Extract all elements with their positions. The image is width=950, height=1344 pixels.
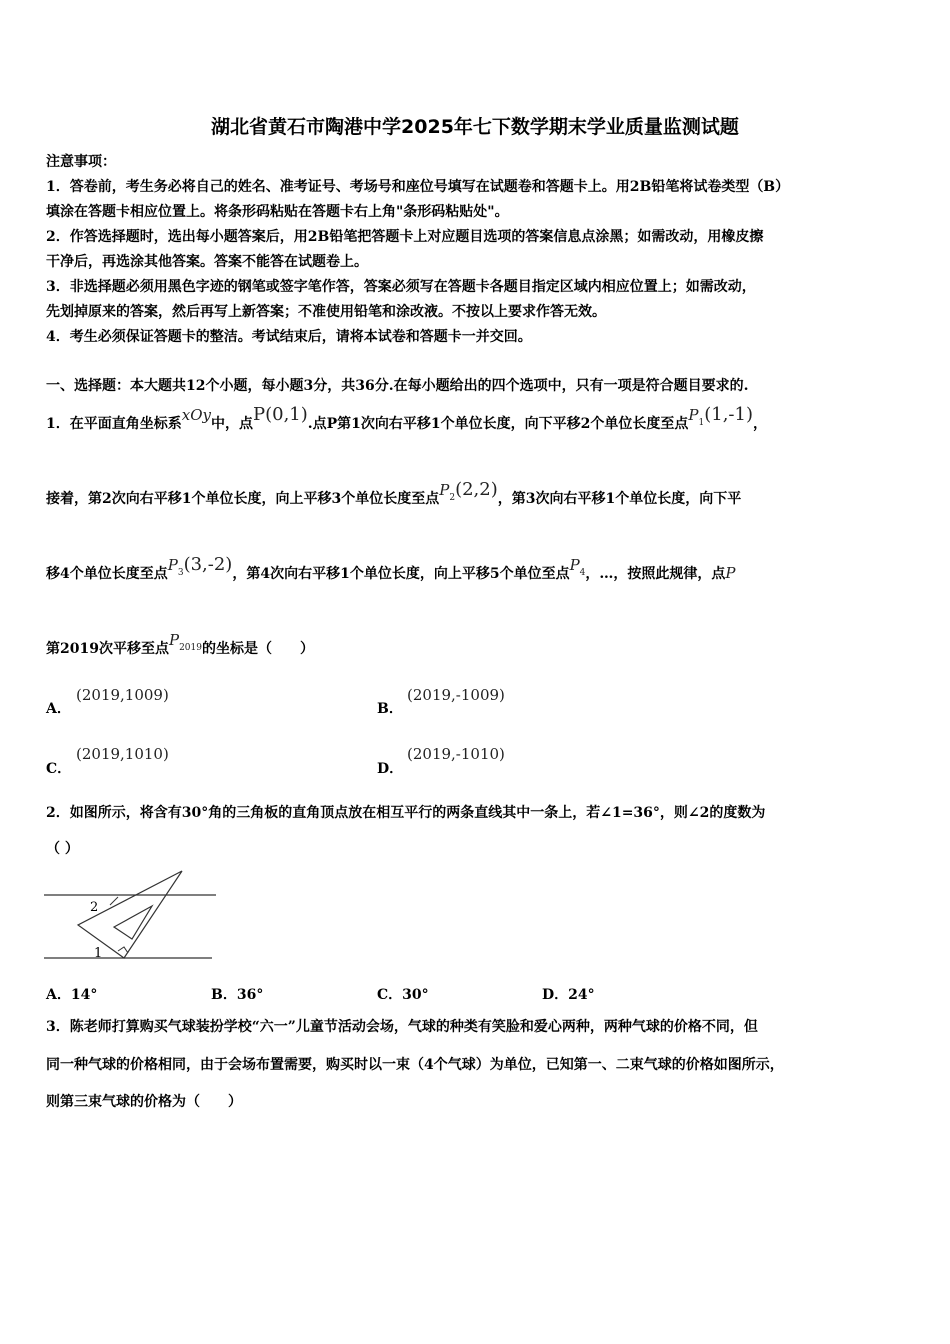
q2-option-a[interactable]: A．14° [46, 987, 98, 1003]
subscript: 1 [698, 418, 705, 428]
q3-line-1: 3．陈老师打算购买气球装扮学校“六一”儿童节活动会场，气球的种类有笑脸和爱心两种，两种气球的价格不同，但 [46, 1019, 758, 1035]
section-heading: 一、选择题：本大题共12个小题，每小题3分，共36分.在每小题给出的四个选项中，只有一项是符合题目要求的. [46, 378, 749, 394]
text: 接着，第2次向右平移1个单位长度，向上平移3个单位长度至点 [46, 491, 440, 507]
text: ，第4次向右平移1个单位长度，向上平移5个单位至点 [232, 566, 570, 582]
text: ，第3次向右平移1个单位长度，向下平 [497, 491, 742, 507]
angle-1-label: 1 [94, 946, 103, 961]
math-point-p: P(0,1) [252, 404, 308, 425]
q1-option-a-label[interactable]: A． [46, 701, 71, 717]
math-point: P [725, 564, 736, 582]
q1-line-3 [46, 554, 736, 585]
math-point-p2019 [168, 631, 202, 653]
var: P [167, 556, 178, 574]
text: 中，点 [210, 416, 253, 432]
text: ，…，按照此规律，点 [585, 566, 726, 582]
q2-option-b[interactable]: B．36° [211, 987, 264, 1003]
q3-line-3: 则第三束气球的价格为（ ） [46, 1094, 242, 1110]
coord: (3,-2) [183, 554, 233, 575]
q1-option-d-label[interactable]: D． [377, 761, 404, 777]
q3-line-2: 同一种气球的价格相同，由于会场布置需要，购买时以一束（4个气球）为单位，已知第一、二束气球的价格如图所示， [46, 1057, 784, 1073]
math-point-p1 [688, 404, 753, 428]
coord: (2,2) [455, 479, 498, 500]
q1-option-b-label[interactable]: B． [377, 701, 403, 717]
notice-line: 2．作答选择题时，选出每小题答案后，用2B铅笔把答题卡上对应题目选项的答案信息点涂黑；如需改动，用橡皮擦 [46, 229, 764, 245]
var: P [439, 481, 450, 499]
inner-triangle [114, 906, 152, 939]
coord: (1,-1) [704, 404, 753, 425]
q1-option-a-value[interactable]: (2019,1009) [76, 686, 169, 704]
q1-option-b-value[interactable]: (2019,-1009) [407, 686, 505, 704]
q2-option-d[interactable]: D．24° [542, 987, 595, 1003]
math-point-p3 [167, 554, 233, 578]
text: 移4个单位长度至点 [46, 566, 168, 582]
text: 的坐标是（ ） [201, 641, 314, 657]
exam-title: 湖北省黄石市陶港中学2025年七下数学期末学业质量监测试题 [211, 116, 739, 138]
angle-2-arc [110, 897, 118, 905]
notice-line: 干净后，再选涂其他答案。答案不能答在试题卷上。 [46, 254, 368, 270]
notice-line: 1．答卷前，考生务必将自己的姓名、准考证号、考场号和座位号填写在试题卷和答题卡上。用2B铅笔将试卷类型（B） [46, 179, 790, 195]
q1-option-d-value[interactable]: (2019,-1010) [407, 745, 505, 763]
notice-line: 填涂在答题卡相应位置上。将条形码粘贴在答题卡右上角"条形码粘贴处"。 [46, 204, 509, 220]
q1-option-c-label[interactable]: C． [46, 761, 72, 777]
notice-heading: 注意事项： [46, 154, 116, 170]
text: 第2019次平移至点 [46, 641, 169, 657]
notice-line: 3．非选择题必须用黑色字迹的钢笔或签字笔作答，答案必须写在答题卡各题目指定区域内相应位置上；如需改动， [46, 279, 756, 295]
q1-line-4 [46, 631, 314, 660]
notice-line: 先划掉原来的答案，然后再写上新答案；不准使用铅笔和涂改液。不按以上要求作答无效。 [46, 304, 606, 320]
subscript: 4 [579, 568, 586, 578]
q2-line-1: 2．如图所示，将含有30°角的三角板的直角顶点放在相互平行的两条直线其中一条上，若∠1=36°，则∠2的度数为 [46, 805, 766, 821]
q2-option-c[interactable]: C．30° [377, 987, 429, 1003]
math-xoy: xOy [181, 406, 211, 424]
subscript: 3 [177, 568, 184, 578]
q1-line-2 [46, 479, 742, 510]
math-point-p4 [569, 556, 586, 578]
var: P [569, 556, 580, 574]
right-angle-mark [118, 947, 128, 953]
math-point-p2 [439, 479, 498, 503]
angle-2-label: 2 [90, 900, 99, 915]
notice-line: 4．考生必须保证答题卡的整洁。考试结束后，请将本试卷和答题卡一并交回。 [46, 329, 532, 345]
var: P [168, 631, 180, 649]
triangle-ruler-figure [44, 865, 224, 965]
subscript: 2019 [179, 643, 202, 653]
q1-option-c-value[interactable]: (2019,1010) [76, 745, 169, 763]
text: ， [753, 416, 767, 432]
text: .点P第1次向右平移1个单位长度，向下平移2个单位长度至点 [307, 416, 689, 432]
text: 1．在平面直角坐标系 [46, 416, 182, 432]
q2-line-2: （ ） [46, 841, 79, 857]
subscript: 2 [449, 493, 456, 503]
var: P [688, 406, 699, 424]
q1-line-1 [46, 404, 767, 435]
